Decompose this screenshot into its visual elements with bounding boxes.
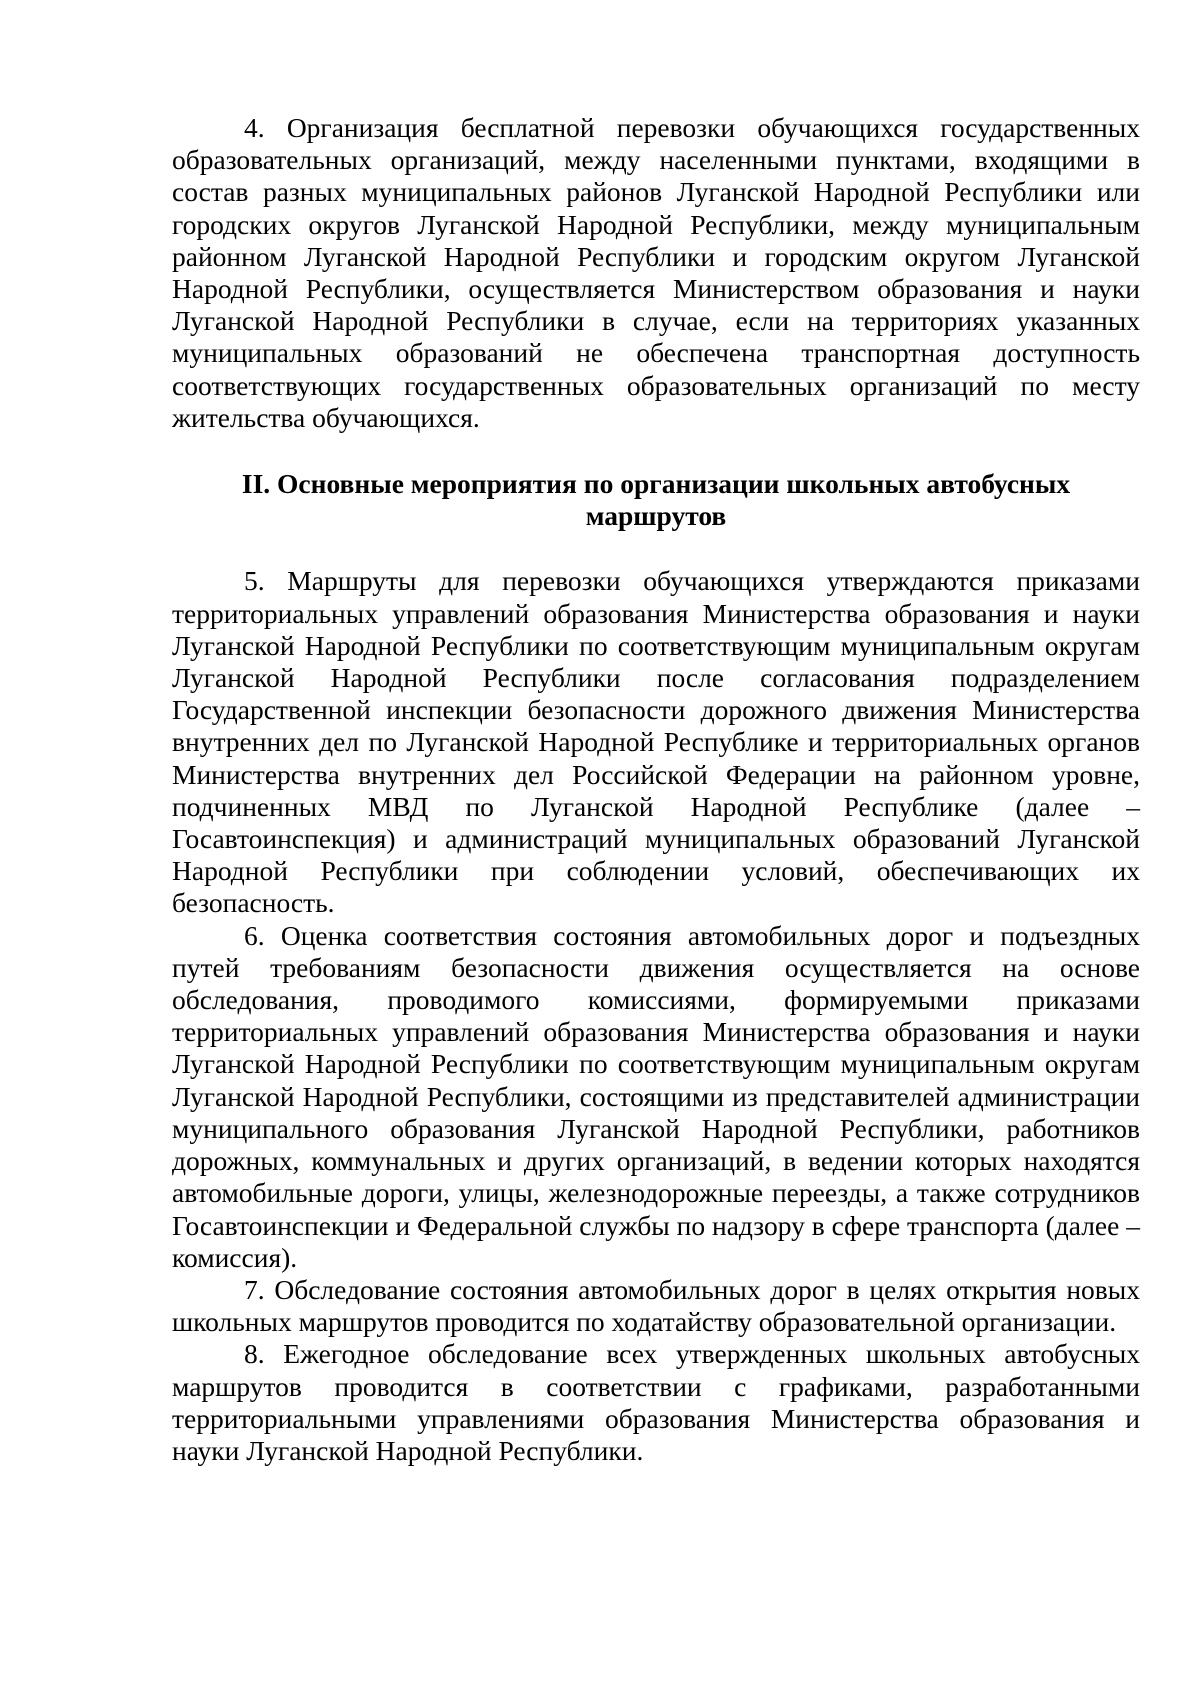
document-page	[172, 112, 1140, 1467]
paragraph-8: 8. Ежегодное обследование всех утвержденных школьных автобусных маршрутов проводится в соответствии с графиками, разработанными территориальными управлениями образования Министерства образования и науки Луганской Народной Республики.	[172, 1338, 1140, 1466]
paragraph-7: 7. Обследование состояния автомобильных дорог в целях открытия новых школьных маршрутов проводится по ходатайству образовательной организации.	[172, 1273, 1140, 1338]
section-heading: II. Основные мероприятия по организации школьных автобусных маршрутов	[241, 468, 1071, 532]
paragraph-6: 6. Оценка соответствия состояния автомобильных дорог и подъездных путей требованиям безопасности движения осуществляется на основе обследования, проводимого комиссиями, формируемыми приказами территориальных управлений образования Министерства образования и науки Луганской Народной Республики по соответствующим муниципальным округам Луганской Народной Республики, состоящими из представителей администрации муниципального образования Луганской Народной Республики, работников дорожных, коммунальных и других организаций, в ведении которых находятся автомобильные дороги, улицы, железнодорожные переезды, а также сотрудников Госавтоинспекции и Федеральной службы по надзору в сфере транспорта (далее – комиссия).	[172, 919, 1140, 1273]
paragraph-5: 5. Маршруты для перевозки обучающихся утверждаются приказами территориальных управлений образования Министерства образования и науки Луганской Народной Республики по соответствующим муниципальным округам Луганской Народной Республики после согласования подразделением Государственной инспекции безопасности дорожного движения Министерства внутренних дел по Луганской Народной Республике и территориальных органов Министерства внутренних дел Российской Федерации на районном уровне, подчиненных МВД по Луганской Народной Республике (далее – Госавтоинспекция) и администраций муниципальных образований Луганской Народной Республики при соблюдении условий, обеспечивающих их безопасность.	[172, 565, 1140, 919]
paragraph-4: 4. Организация бесплатной перевозки обучающихся государственных образовательных организаций, между населенными пунктами, входящими в состав разных муниципальных районов Луганской Народной Республики или городских округов Луганской Народной Республики, между муниципальным районном Луганской Народной Республики и городским округом Луганской Народной Республики, осуществляется Министерством образования и науки Луганской Народной Республики в случае, если на территориях указанных муниципальных образований не обеспечена транспортная доступность соответствующих государственных образовательных организаций по месту жительства обучающихся.	[172, 112, 1140, 433]
